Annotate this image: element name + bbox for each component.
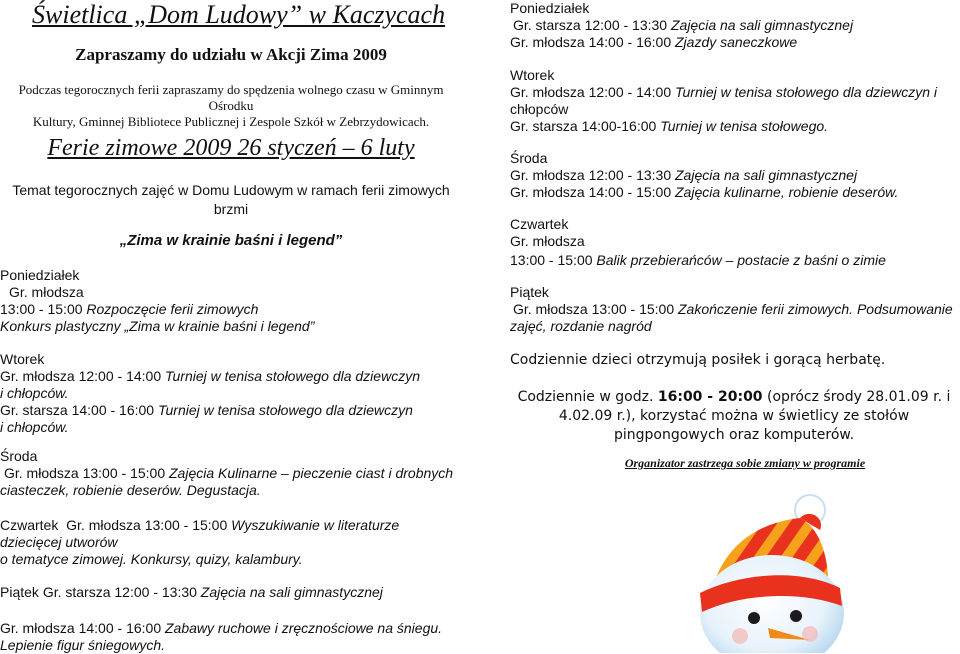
free-time-note — [508, 388, 960, 445]
snowman-illustration — [660, 478, 900, 653]
group: Gr. starsza — [42, 584, 111, 600]
cheek-left — [732, 628, 748, 644]
schedule-line — [510, 84, 937, 101]
schedule-line — [510, 301, 953, 318]
day-label: Poniedziałek — [0, 267, 80, 283]
activity: Zajęcia Kulinarne – pieczenie ciast i drobnych — [169, 465, 454, 481]
group: Gr. młodsza — [510, 184, 585, 200]
activity-line: Konkurs plastyczny „Zima w krainie baśni i legend” — [0, 318, 315, 334]
activity-line: dziecięcej utworów — [0, 534, 118, 550]
group: Gr. starsza — [510, 118, 578, 134]
activity: Zakończenie ferii zimowych. Podsumowanie — [678, 301, 953, 317]
time: 12:00 - 13:30 — [584, 17, 668, 33]
activity: Wyszukiwanie w literaturze — [231, 517, 400, 533]
free-pre: Codziennie w godz. — [517, 389, 654, 405]
group: Gr. młodsza — [510, 167, 585, 183]
page-title: Świetlica „Dom Ludowy” w Kaczycach — [32, 0, 446, 29]
activity-line: zajęć, rozdanie nagród — [510, 318, 652, 334]
theme-line-2: brzmi — [213, 201, 249, 217]
group: Gr. młodsza — [510, 34, 585, 50]
activity-line: chłopców — [510, 101, 569, 117]
activity: Turniej w tenisa stołowego dla dziewczyn — [157, 402, 413, 418]
free-line-3: pingpongowych oraz komputerów. — [613, 427, 855, 443]
w1-friday — [0, 584, 383, 601]
activity: Turniej w tenisa stołowego. — [660, 118, 829, 134]
day-label: Wtorek — [0, 351, 45, 367]
intro-line-2: Kultury, Gminnej Bibliotece Publicznej i Zespole Szkół w Zebrzydowicach. — [32, 114, 430, 129]
intro-line-1: Podczas tegorocznych ferii zapraszamy do spędzenia wolnego czasu w Gminnym Ośrodku — [18, 82, 444, 113]
activity: Turniej w tenisa stołowego dla dziewczyn — [165, 368, 420, 384]
day-label: Piątek — [510, 284, 549, 300]
w2-friday — [510, 284, 953, 335]
time: 12:00 - 14:00 — [78, 368, 162, 384]
w1-tuesday — [0, 351, 420, 436]
schedule-line — [510, 184, 898, 201]
day-label: Środa — [510, 150, 548, 166]
invitation-heading: Zapraszamy do udziału w Akcji Zima 2009 — [75, 45, 387, 64]
cheek-right — [802, 626, 818, 642]
group: Gr. starsza — [0, 402, 68, 418]
theme-line-1: Temat tegorocznych zajęć w Domu Ludowym w ramach ferii zimowych — [12, 182, 450, 198]
ferie-heading: Ferie zimowe 2009 26 styczeń – 6 luty — [47, 135, 415, 161]
w1-monday — [0, 267, 314, 335]
intro-text — [0, 82, 462, 130]
schedule-line — [510, 118, 937, 135]
activity: Zajęcia kulinarne, robienie deserów. — [675, 184, 899, 200]
day-label: Wtorek — [510, 67, 555, 83]
activity: Zabawy ruchowe i zręcznościowe na śniegu. — [165, 620, 443, 636]
time: 13:00 - 15:00 — [0, 301, 83, 317]
time: 14:00 - 15:00 — [588, 184, 672, 200]
w2-tuesday — [510, 67, 937, 135]
schedule-line — [0, 301, 314, 318]
schedule-line — [510, 167, 898, 184]
time: 13:00 - 15:00 — [144, 517, 228, 533]
schedule-line — [510, 34, 853, 51]
activity-line: ciasteczek, robienie deserów. Degustacja. — [0, 482, 261, 498]
schedule-line — [0, 402, 420, 419]
w2-thursday — [510, 216, 886, 271]
time: 12:00 - 13:30 — [114, 584, 197, 600]
free-time: 16:00 - 20:00 — [657, 389, 763, 405]
w1-wednesday — [0, 448, 453, 499]
eye-right — [790, 610, 802, 622]
theme-name: „Zima w krainie baśni i legend” — [119, 232, 343, 249]
group: Gr. starsza — [513, 17, 581, 33]
time: 14:00 - 16:00 — [71, 402, 155, 418]
free-line-1 — [508, 388, 960, 407]
w1-thursday — [0, 517, 399, 568]
activity: Rozpoczęcie ferii zimowych — [86, 301, 259, 317]
schedule-line — [0, 584, 383, 601]
day-label: Czwartek — [510, 216, 569, 232]
schedule-line — [510, 250, 886, 271]
group-label: Gr. młodsza — [510, 233, 585, 249]
schedule-line — [0, 620, 442, 637]
day-label: Środa — [0, 448, 38, 464]
group: Gr. młodsza — [0, 368, 75, 384]
day-label: Piątek — [0, 584, 39, 600]
organizer-note: Organizator zastrzega sobie zmiany w programie — [624, 456, 866, 470]
time: 13:00 - 15:00 — [591, 301, 675, 317]
group-label: Gr. młodsza — [9, 284, 84, 300]
time: 13:00 - 15:00 — [82, 465, 166, 481]
group: Gr. młodsza — [510, 84, 585, 100]
activity-line: i chłopców. — [0, 419, 69, 435]
free-post: (oprócz środy 28.01.09 r. i — [767, 389, 951, 405]
theme-text — [0, 181, 462, 219]
activity: Zajęcia na sali gimnastycznej — [675, 167, 858, 183]
activity: Turniej w tenisa stołowego dla dziewczyn i — [675, 84, 937, 100]
time: 13:00 - 15:00 — [510, 252, 593, 268]
daily-meal-note: Codziennie dzieci otrzymują posiłek i gorącą herbatę. — [510, 352, 886, 368]
group: Gr. młodsza — [513, 301, 588, 317]
free-line-2: 4.02.09 r.), korzystać można w świetlicy ze stołów — [558, 408, 910, 424]
time: 14:00-16:00 — [581, 118, 657, 134]
time: 12:00 - 14:00 — [588, 84, 672, 100]
activity: Zjazdy saneczkowe — [675, 34, 798, 50]
activity: Balik przebierańców – postacie z baśni o zimie — [596, 252, 886, 268]
day-label: Poniedziałek — [510, 0, 590, 16]
group: Gr. młodsza — [0, 620, 75, 636]
day-label: Czwartek — [0, 517, 59, 533]
time: 14:00 - 16:00 — [78, 620, 162, 636]
schedule-line — [0, 517, 399, 534]
schedule-line — [510, 17, 853, 34]
group: Gr. młodsza — [66, 517, 141, 533]
time: 12:00 - 13:30 — [588, 167, 672, 183]
eye-left — [748, 612, 760, 624]
w1-friday-2 — [0, 620, 442, 654]
w2-wednesday — [510, 150, 898, 201]
w2-monday — [510, 0, 853, 51]
activity-line: Lepienie figur śniegowych. — [0, 637, 165, 653]
activity: Zajęcia na sali gimnastycznej — [200, 584, 383, 600]
activity-line: o tematyce zimowej. Konkursy, quizy, kalambury. — [0, 551, 303, 567]
activity-line: i chłopców. — [0, 385, 69, 401]
schedule-line — [0, 368, 420, 385]
time: 14:00 - 16:00 — [588, 34, 672, 50]
schedule-line — [0, 465, 453, 482]
group: Gr. młodsza — [4, 465, 79, 481]
activity: Zajęcia na sali gimnastycznej — [670, 17, 854, 33]
